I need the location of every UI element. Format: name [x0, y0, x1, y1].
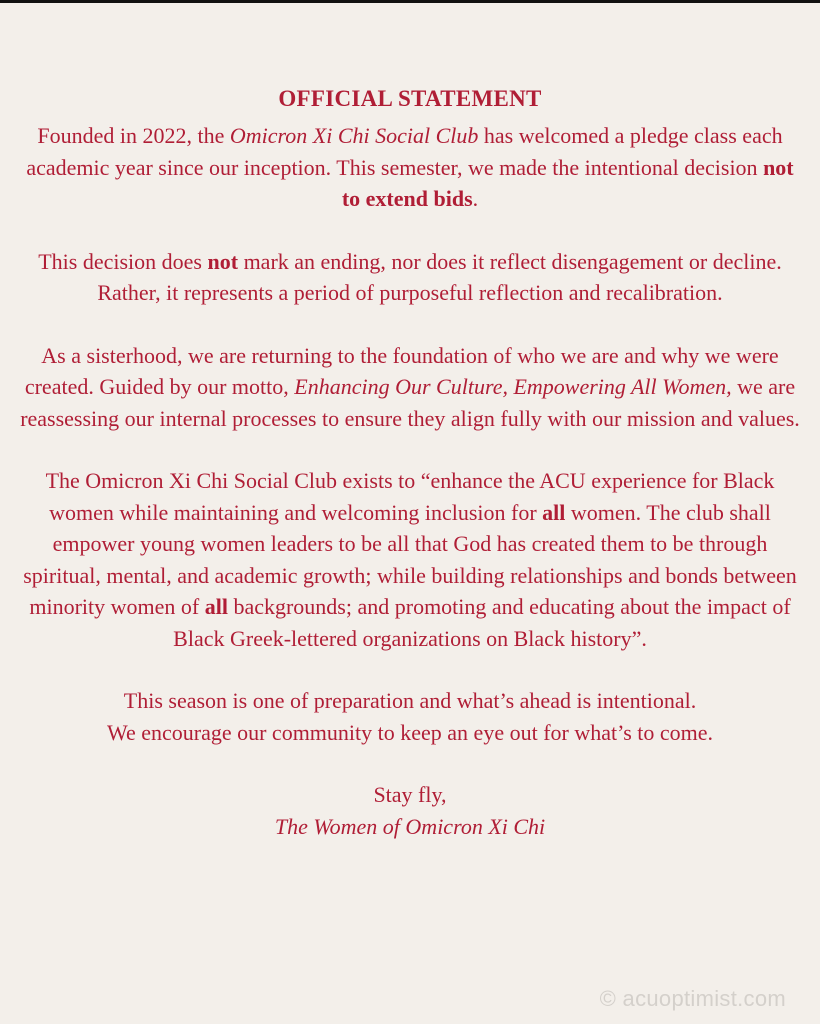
emphasis-all: all — [542, 499, 566, 525]
paragraph-sisterhood: As a sisterhood, we are returning to the foundation of who we are and why we were created. Guided by our motto, Enhancing Our Culture, Empowering All Women, we are reassessing our internal processes to ensure they align fully with our mission and values. — [20, 342, 800, 431]
club-name: Omicron Xi Chi Social Club — [229, 123, 479, 148]
signoff: Stay fly, The Women of Omicron Xi Chi — [274, 782, 546, 839]
emphasis-no-bids: not to extend bids — [341, 154, 794, 211]
paragraph-decision: This decision does not mark an ending, nor does it reflect disengagement or decline. Rather, it represents a period of purposeful reflection and recalibration. — [38, 248, 782, 305]
top-border — [0, 0, 820, 3]
statement-body — [20, 84, 800, 843]
statement-title: OFFICIAL STATEMENT — [278, 86, 542, 111]
paragraph-season: This season is one of preparation and what’s ahead is intentional. We encourage our community to keep an eye out for what’s to come. — [106, 688, 714, 745]
watermark: © acuoptimist.com — [599, 986, 786, 1011]
emphasis-all: all — [204, 594, 228, 619]
motto: Enhancing Our Culture, Empowering All Women, — [294, 374, 732, 399]
emphasis-not: not — [207, 248, 239, 274]
paragraph-founding: Founded in 2022, the Omicron Xi Chi Social Club has welcomed a pledge class each academic year since our inception. This semester, we made the intentional decision not to extend bids. — [26, 123, 794, 211]
paragraph-mission: The Omicron Xi Chi Social Club exists to “enhance the ACU experience for Black women while maintaining and welcoming inclusion for all women. The club shall empower young women leaders to be all that God has created them to be through spiritual, mental, and academic growth; while building relationships and bonds between minority women of all backgrounds; and promoting and educating about the impact of Black Greek-lettered organizations on Black history”. — [23, 468, 797, 651]
signature: The Women of Omicron Xi Chi — [274, 814, 546, 839]
